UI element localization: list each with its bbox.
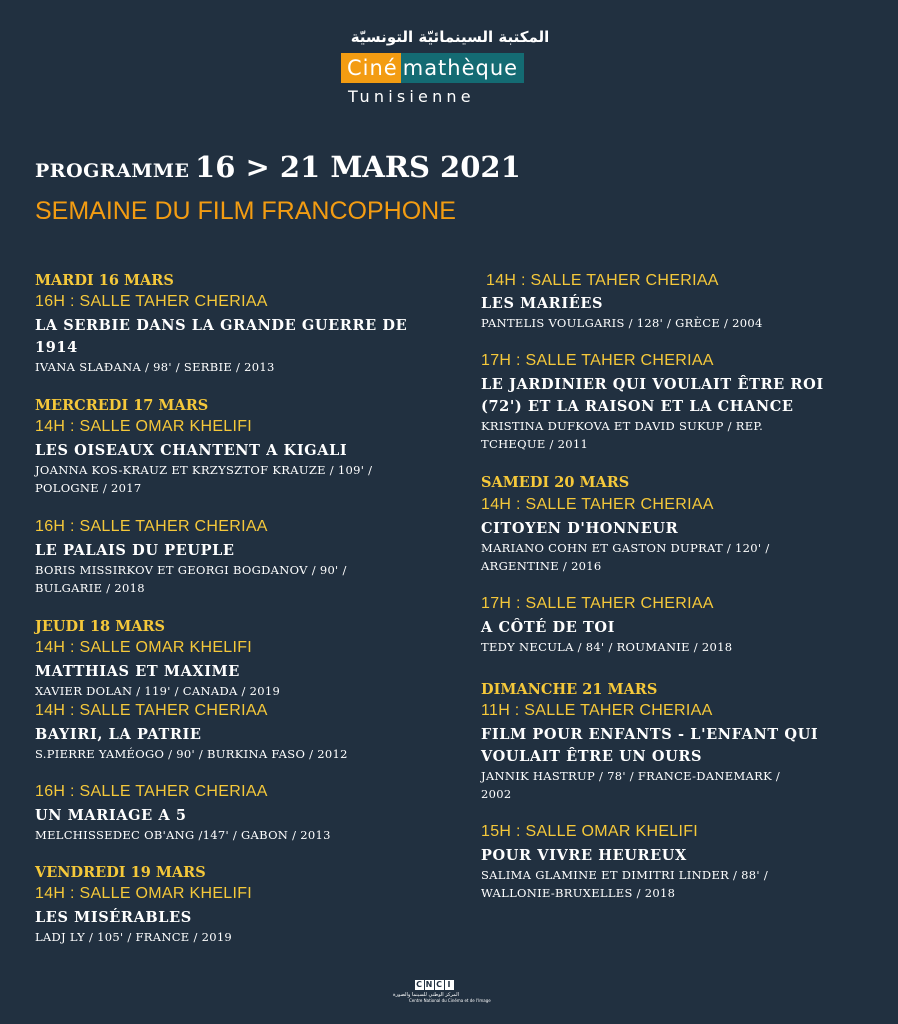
- screening-venue: 17H : SALLE TAHER CHERIAA: [481, 595, 714, 612]
- cnci-letter: N: [425, 980, 433, 989]
- screening-venue: 14H : SALLE TAHER CHERIAA: [481, 496, 714, 513]
- day-heading: MERCREDI 17 MARS: [35, 397, 209, 414]
- cnci-logo: [393, 970, 491, 1016]
- film-title: A CÔTÉ DE TOI: [481, 619, 616, 636]
- film-title: VOULAIT ÊTRE UN OURS: [481, 748, 703, 765]
- header: [0, 0, 898, 120]
- screening-venue: 14H : SALLE TAHER CHERIAA: [486, 272, 719, 289]
- film-meta: MARIANO COHN ET GASTON DUPRAT / 120' /: [481, 541, 770, 555]
- film-meta: MELCHISSEDEC OB'ANG /147' / GABON / 2013: [35, 828, 331, 842]
- day-heading: SAMEDI 20 MARS: [481, 474, 630, 491]
- programme-dates: 16 > 21 MARS 2021: [195, 150, 521, 184]
- screening-venue: 16H : SALLE TAHER CHERIAA: [35, 293, 268, 310]
- film-meta: S.PIERRE YAMÉOGO / 90' / BURKINA FASO / 2012: [35, 747, 348, 761]
- screening-venue: 16H : SALLE TAHER CHERIAA: [35, 783, 268, 800]
- film-title: LES OISEAUX CHANTENT A KIGALI: [35, 442, 348, 459]
- cnci-letters: [409, 980, 459, 990]
- cnci-arabic-text: المركز الوطني للسينما والصورة: [393, 992, 459, 998]
- logo-part-teal: mathèque: [401, 53, 524, 83]
- film-meta: POLOGNE / 2017: [35, 481, 142, 495]
- film-meta: TCHEQUE / 2011: [481, 437, 589, 451]
- film-meta: WALLONIE-BRUXELLES / 2018: [481, 886, 676, 900]
- film-title: CITOYEN D'HONNEUR: [481, 520, 679, 537]
- programme-label: PROGRAMME: [35, 160, 190, 182]
- screening-venue: 17H : SALLE TAHER CHERIAA: [481, 352, 714, 369]
- film-title: LES MISÉRABLES: [35, 909, 192, 926]
- screening-venue: 14H : SALLE TAHER CHERIAA: [35, 702, 268, 719]
- logo-subtitle: Tunisienne: [348, 87, 475, 106]
- screening-venue: 16H : SALLE TAHER CHERIAA: [35, 518, 268, 535]
- film-meta: ARGENTINE / 2016: [481, 559, 602, 573]
- film-meta: 2002: [481, 787, 512, 801]
- film-title: (72') ET LA RAISON ET LA CHANCE: [481, 398, 794, 415]
- cinematheque-logo: [341, 53, 524, 83]
- film-title: MATTHIAS ET MAXIME: [35, 663, 240, 680]
- film-meta: KRISTINA DUFKOVA ET DAVID SUKUP / REP.: [481, 419, 764, 433]
- logo-arabic-text: المكتبة السينمائيّة التونسيّة: [350, 28, 550, 46]
- cnci-letter: I: [445, 980, 454, 990]
- day-heading: MARDI 16 MARS: [35, 272, 174, 289]
- day-heading: JEUDI 18 MARS: [35, 618, 166, 635]
- film-title: BAYIRI, LA PATRIE: [35, 726, 202, 743]
- film-title: 1914: [35, 339, 78, 356]
- film-meta: IVANA SLAĐANA / 98' / SERBIE / 2013: [35, 360, 275, 374]
- film-meta: XAVIER DOLAN / 119' / CANADA / 2019: [35, 684, 281, 698]
- film-title: LA SERBIE DANS LA GRANDE GUERRE DE: [35, 317, 408, 334]
- film-meta: SALIMA GLAMINE ET DIMITRI LINDER / 88' /: [481, 868, 769, 882]
- screening-venue: 14H : SALLE OMAR KHELIFI: [35, 418, 253, 435]
- film-meta: BORIS MISSIRKOV ET GEORGI BOGDANOV / 90' /: [35, 563, 347, 577]
- screening-venue: 11H : SALLE TAHER CHERIAA: [481, 702, 713, 719]
- cnci-letter: C: [416, 980, 422, 989]
- screening-venue: 14H : SALLE OMAR KHELIFI: [35, 885, 253, 902]
- film-meta: BULGARIE / 2018: [35, 581, 145, 595]
- cnci-letter: C: [436, 980, 442, 989]
- day-heading: DIMANCHE 21 MARS: [481, 681, 658, 698]
- film-meta: LADJ LY / 105' / FRANCE / 2019: [35, 930, 233, 944]
- film-meta: JOANNA KOS-KRAUZ ET KRZYSZTOF KRAUZE / 109' /: [35, 463, 373, 477]
- film-title: FILM POUR ENFANTS - L'ENFANT QUI: [481, 726, 819, 743]
- film-title: LE JARDINIER QUI VOULAIT ÊTRE ROI: [481, 376, 824, 393]
- film-meta: TEDY NECULA / 84' / ROUMANIE / 2018: [481, 640, 733, 654]
- film-meta: PANTELIS VOULGARIS / 128' / GRÈCE / 2004: [481, 316, 763, 330]
- screening-venue: 14H : SALLE OMAR KHELIFI: [35, 639, 253, 656]
- film-meta: JANNIK HASTRUP / 78' / FRANCE-DANEMARK /: [481, 769, 781, 783]
- cnci-french-text: Centre National du Cinéma et de l'Image: [409, 998, 491, 1003]
- day-heading: VENDREDI 19 MARS: [35, 864, 206, 881]
- screening-venue: 15H : SALLE OMAR KHELIFI: [481, 823, 699, 840]
- film-title: LES MARIÉES: [481, 295, 604, 312]
- film-title: UN MARIAGE A 5: [35, 807, 187, 824]
- event-subtitle: SEMAINE DU FILM FRANCOPHONE: [35, 197, 456, 225]
- film-title: POUR VIVRE HEUREUX: [481, 847, 687, 864]
- film-title: LE PALAIS DU PEUPLE: [35, 542, 235, 559]
- logo-part-orange: Ciné: [341, 53, 401, 83]
- programme-title: [35, 150, 521, 184]
